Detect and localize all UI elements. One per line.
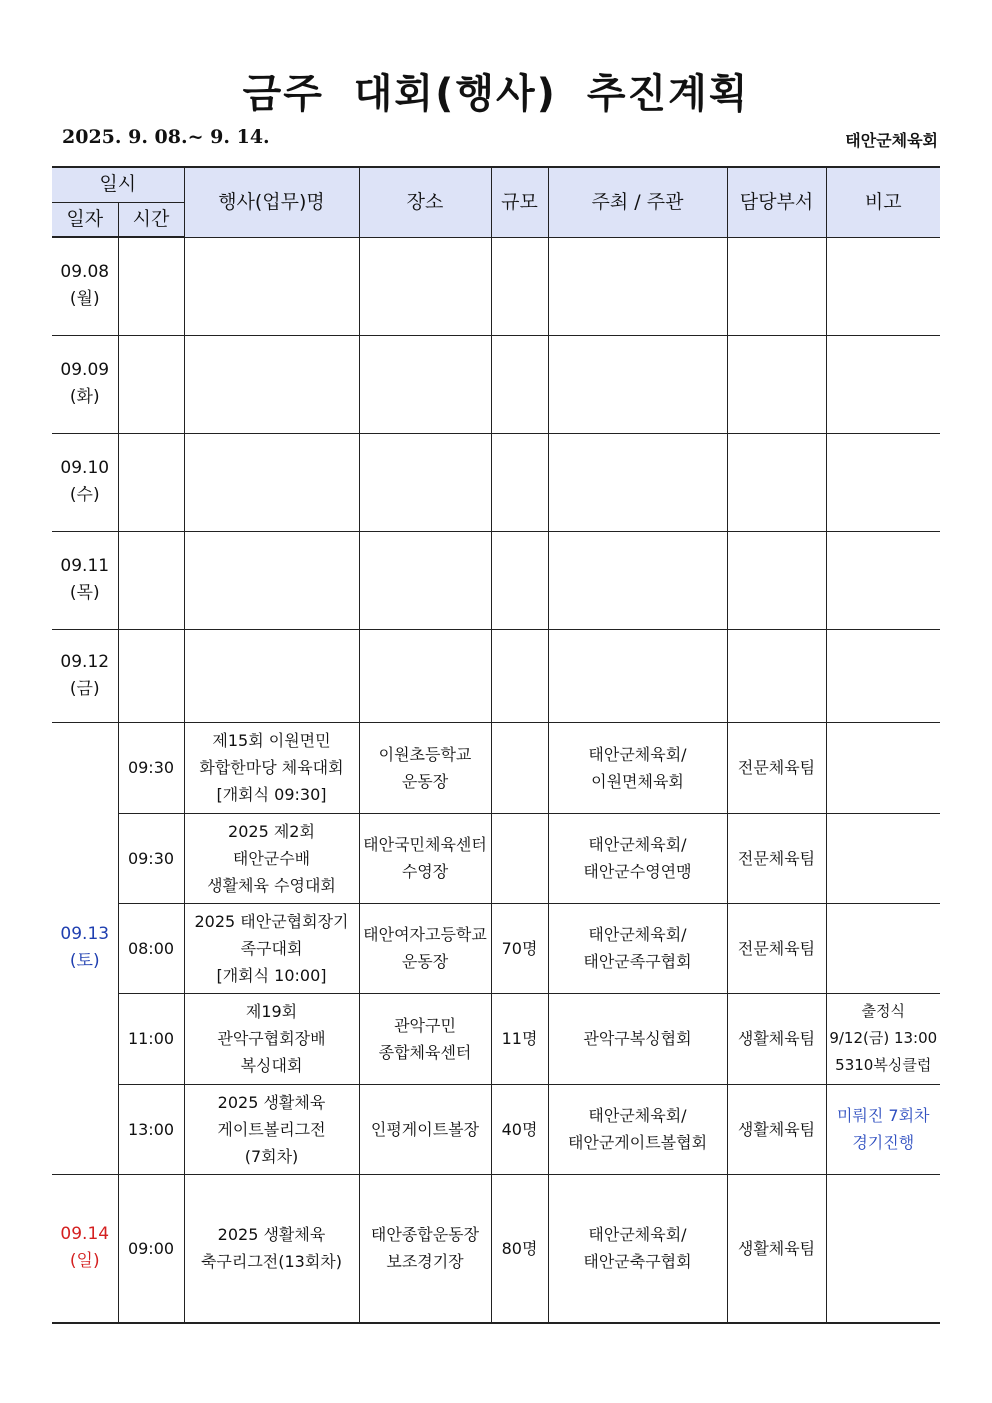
event-note: 출정식 9/12(금) 13:00 5310복싱클럽 [826, 993, 940, 1084]
date-cell: 09.08 (월) [52, 237, 118, 335]
event-dept: 전문체육팀 [727, 903, 826, 993]
event-host: 태안군체육회/ 이원면체육회 [548, 722, 727, 813]
event-note: 미뤄진 7회차 경기진행 [826, 1084, 940, 1174]
organization-name: 태안군체육회 [845, 131, 938, 150]
header-note: 비고 [826, 167, 940, 237]
event-host: 태안군체육회/ 태안군수영연맹 [548, 813, 727, 903]
event-time: 09:30 [118, 813, 184, 903]
schedule-table [52, 166, 940, 1324]
event-scale: 11명 [491, 993, 548, 1084]
event-time: 09:00 [118, 1174, 184, 1323]
event-scale: 70명 [491, 903, 548, 993]
header-datetime: 일시 [52, 167, 184, 202]
header-date: 일자 [52, 202, 118, 237]
event-venue: 태안국민체육센터 수영장 [359, 813, 491, 903]
event-row [52, 1084, 940, 1174]
event-venue: 이원초등학교 운동장 [359, 722, 491, 813]
table-row [52, 629, 940, 722]
header-scale: 규모 [491, 167, 548, 237]
event-name: 2025 제2회 태안군수배 생활체육 수영대회 [184, 813, 359, 903]
report-period: 2025. 9. 08.~ 9. 14. [62, 126, 270, 148]
date-cell: 09.09 (화) [52, 335, 118, 433]
event-host: 태안군체육회/ 태안군축구협회 [548, 1174, 727, 1323]
table-row [52, 433, 940, 531]
header-host: 주최 / 주관 [548, 167, 727, 237]
event-dept: 생활체육팀 [727, 1084, 826, 1174]
event-dept: 생활체육팀 [727, 993, 826, 1084]
event-time: 09:30 [118, 722, 184, 813]
event-venue: 태안여자고등학교 운동장 [359, 903, 491, 993]
date-cell-saturday: 09.13 (토) [52, 722, 118, 1174]
event-venue: 관악구민 종합체육센터 [359, 993, 491, 1084]
event-scale [491, 722, 548, 813]
event-row [52, 722, 940, 813]
event-note [826, 722, 940, 813]
event-row [52, 903, 940, 993]
table-row [52, 531, 940, 629]
event-time: 13:00 [118, 1084, 184, 1174]
event-name: 2025 생활체육 축구리그전(13회차) [184, 1174, 359, 1323]
event-dept: 전문체육팀 [727, 813, 826, 903]
table-row [52, 335, 940, 433]
event-note [826, 813, 940, 903]
event-scale: 80명 [491, 1174, 548, 1323]
date-cell: 09.11 (목) [52, 531, 118, 629]
header-time: 시간 [118, 202, 184, 237]
header-venue: 장소 [359, 167, 491, 237]
event-host: 태안군체육회/ 태안군족구협회 [548, 903, 727, 993]
header-event: 행사(업무)명 [184, 167, 359, 237]
event-note [826, 1174, 940, 1323]
event-venue: 태안종합운동장 보조경기장 [359, 1174, 491, 1323]
event-row [52, 993, 940, 1084]
page-title: 금주 대회(행사) 추진계획 [242, 71, 750, 117]
event-host: 관악구복싱협회 [548, 993, 727, 1084]
header-row-1 [52, 167, 940, 202]
event-time: 11:00 [118, 993, 184, 1084]
event-name: 제15회 이원면민 화합한마당 체육대회 [개회식 09:30] [184, 722, 359, 813]
event-time: 08:00 [118, 903, 184, 993]
event-name: 2025 생활체육 게이트볼리그전 (7회차) [184, 1084, 359, 1174]
event-note [826, 903, 940, 993]
event-row [52, 1174, 940, 1323]
event-dept: 전문체육팀 [727, 722, 826, 813]
date-cell: 09.12 (금) [52, 629, 118, 722]
event-host: 태안군체육회/ 태안군게이트볼협회 [548, 1084, 727, 1174]
event-scale [491, 813, 548, 903]
event-name: 제19회 관악구협회장배 복싱대회 [184, 993, 359, 1084]
date-cell-sunday: 09.14 (일) [52, 1174, 118, 1323]
table-row [52, 237, 940, 335]
header-dept: 담당부서 [727, 167, 826, 237]
event-row [52, 813, 940, 903]
event-name: 2025 태안군협회장기 족구대회 [개회식 10:00] [184, 903, 359, 993]
event-scale: 40명 [491, 1084, 548, 1174]
event-venue: 인평게이트볼장 [359, 1084, 491, 1174]
event-dept: 생활체육팀 [727, 1174, 826, 1323]
date-cell: 09.10 (수) [52, 433, 118, 531]
